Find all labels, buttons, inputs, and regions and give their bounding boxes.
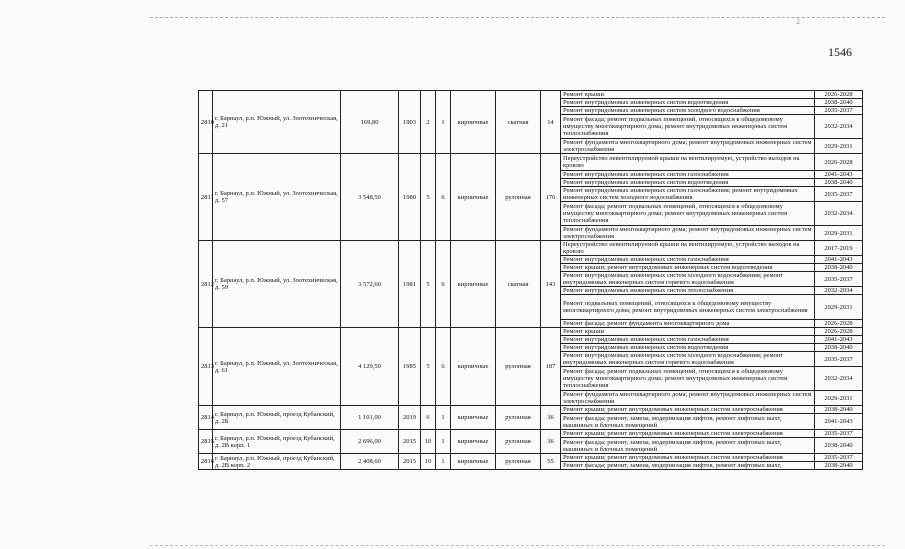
- residents-cell: 187: [541, 328, 561, 406]
- period-cell: 2035-2037: [815, 430, 863, 438]
- work-cell: Ремонт крыши; ремонт внутридомовых инженерных систем электроснабжения: [561, 454, 815, 462]
- roof-cell: скатная: [496, 91, 541, 154]
- table-row: [199, 454, 863, 462]
- period-cell: 2029-2031: [815, 139, 863, 154]
- area-cell: 3 572,60: [341, 241, 399, 328]
- year-cell: 1981: [399, 241, 421, 328]
- work-cell: Ремонт внутридомовых инженерных систем газоснабжения; ремонт внутридомовых инженерных систем холодного водоснабжения: [561, 187, 815, 202]
- residents-cell: 36: [541, 406, 561, 430]
- roof-cell: рулонная: [496, 430, 541, 454]
- year-cell: 1903: [399, 91, 421, 154]
- period-cell: 2026-2028: [815, 91, 863, 99]
- address-cell: г. Барнаул, р.п. Южный, ул. Зоотехническая, д. 59: [213, 241, 341, 328]
- walls-cell: кирпичные: [451, 154, 496, 241]
- floors-cell: 10: [421, 430, 436, 454]
- entrances-cell: 6: [436, 328, 451, 406]
- address-cell: г. Барнаул, р.п. Южный, ул. Зоотехническая, д. 57: [213, 154, 341, 241]
- work-cell: Ремонт крыши: [561, 91, 815, 99]
- period-cell: 2038-2040: [815, 438, 863, 454]
- work-cell: Ремонт фасада; ремонт, замена, модернизация лифтов, ремонт лифтовых шахт, машинных и блочных помещений: [561, 414, 815, 430]
- work-cell: Ремонт внутридомовых инженерных систем газоснабжения: [561, 256, 815, 264]
- residents-cell: 55: [541, 454, 561, 470]
- work-cell: Ремонт внутридомовых инженерных систем водоотведения: [561, 344, 815, 352]
- year-cell: 1980: [399, 154, 421, 241]
- row-number: 2814: [199, 406, 213, 430]
- header-mark: 2: [796, 17, 800, 26]
- work-cell: Ремонт фундамента многоквартирного дома; ремонт внутридомовых инженерных систем электроснабжения: [561, 226, 815, 241]
- work-cell: Ремонт фасада; ремонт, замена, модернизация лифтов, ремонт лифтовых шахт,: [561, 462, 815, 470]
- area-cell: 169,80: [341, 91, 399, 154]
- entrances-cell: 1: [436, 430, 451, 454]
- work-cell: Ремонт внутридомовых инженерных систем водоотведения: [561, 179, 815, 187]
- entrances-cell: 1: [436, 406, 451, 430]
- period-cell: 2038-2040: [815, 344, 863, 352]
- work-cell: Ремонт внутридомовых инженерных систем газоснабжения: [561, 171, 815, 179]
- period-cell: 2041-2043: [815, 336, 863, 344]
- walls-cell: кирпичные: [451, 91, 496, 154]
- year-cell: 1985: [399, 328, 421, 406]
- floors-cell: 6: [421, 406, 436, 430]
- work-cell: Ремонт внутридомовых инженерных систем водоотведения: [561, 99, 815, 107]
- page-number: 1546: [828, 45, 852, 59]
- work-cell: Ремонт подвальных помещений, относящихся к общедомовому имуществу многоквартирного дома; ремонт внутридомовых инженерных систем электроснабжения: [561, 295, 815, 320]
- period-cell: 2038-2040: [815, 99, 863, 107]
- housing-repair-table: [198, 90, 863, 470]
- entrances-cell: 6: [436, 241, 451, 328]
- period-cell: 2038-2040: [815, 179, 863, 187]
- address-cell: г. Барнаул, р.п. Южный, ул. Зоотехническая, д. 61: [213, 328, 341, 406]
- period-cell: 2035-2037: [815, 352, 863, 367]
- year-cell: 2015: [399, 454, 421, 470]
- roof-cell: рулонная: [496, 328, 541, 406]
- residents-cell: 143: [541, 241, 561, 328]
- address-cell: г. Барнаул, р.п. Южный, проезд Кубанский, д. 2В корп. 1: [213, 430, 341, 454]
- work-cell: Ремонт внутридомовых инженерных систем холодного водоснабжения: [561, 107, 815, 115]
- period-cell: 2035-2037: [815, 454, 863, 462]
- scan-top-edge: [150, 17, 885, 18]
- period-cell: 2035-2037: [815, 107, 863, 115]
- period-cell: 2035-2037: [815, 187, 863, 202]
- period-cell: 2032-2034: [815, 202, 863, 226]
- period-cell: 2032-2034: [815, 367, 863, 391]
- entrances-cell: 6: [436, 154, 451, 241]
- work-cell: Ремонт фундамента многоквартирного дома; ремонт внутридомовых инженерных систем электроснабжения: [561, 139, 815, 154]
- period-cell: 2038-2040: [815, 264, 863, 272]
- table-row: [199, 241, 863, 256]
- period-cell: 2041-2043: [815, 414, 863, 430]
- row-number: 2813: [199, 328, 213, 406]
- entrances-cell: 1: [436, 454, 451, 470]
- work-cell: Ремонт крыши: [561, 328, 815, 336]
- work-cell: Ремонт внутридомовых инженерных систем теплоснабжения: [561, 287, 815, 295]
- table-row: [199, 406, 863, 414]
- table-row: [199, 328, 863, 336]
- walls-cell: кирпичные: [451, 454, 496, 470]
- entrances-cell: 1: [436, 91, 451, 154]
- area-cell: 3 548,50: [341, 154, 399, 241]
- period-cell: 2026-2028: [815, 328, 863, 336]
- period-cell: 2032-2034: [815, 115, 863, 139]
- work-cell: Ремонт внутридомовых инженерных систем холодного водоснабжения; ремонт внутридомовых инженерных систем горячего водоснабжения: [561, 272, 815, 287]
- year-cell: 2015: [399, 430, 421, 454]
- work-cell: Ремонт фасада; ремонт, замена, модернизация лифтов, ремонт лифтовых шахт, машинных и блочных помещений: [561, 438, 815, 454]
- period-cell: 2041-2043: [815, 171, 863, 179]
- period-cell: 2029-2031: [815, 295, 863, 320]
- row-number: 2811: [199, 154, 213, 241]
- row-number: 2815: [199, 430, 213, 454]
- residents-cell: 36: [541, 430, 561, 454]
- work-cell: Переустройство невентилируемой крыши на вентилируемую, устройство выходов на кровлю: [561, 154, 815, 171]
- work-cell: Ремонт крыши; ремонт внутридомовых инженерных систем электроснабжения: [561, 430, 815, 438]
- scan-bottom-edge: [150, 545, 885, 546]
- table-row: [199, 91, 863, 99]
- residents-cell: 14: [541, 91, 561, 154]
- walls-cell: кирпичные: [451, 328, 496, 406]
- walls-cell: кирпичные: [451, 406, 496, 430]
- work-cell: Ремонт фасада; ремонт подвальных помещений, относящихся к общедомовому имуществу многоквартирного дома; ремонт внутридомовых инженерных систем теплоснабжения: [561, 202, 815, 226]
- work-cell: Ремонт фундамента многоквартирного дома; ремонт внутридомовых инженерных систем электроснабжения: [561, 391, 815, 406]
- area-cell: 4 129,50: [341, 328, 399, 406]
- roof-cell: рулонная: [496, 454, 541, 470]
- roof-cell: скатная: [496, 241, 541, 328]
- row-number: 2816: [199, 454, 213, 470]
- roof-cell: рулонная: [496, 154, 541, 241]
- period-cell: 2017-2019: [815, 241, 863, 256]
- work-cell: Ремонт крыши; ремонт внутридомовых инженерных систем водоотведения: [561, 264, 815, 272]
- work-cell: Ремонт крыши; ремонт внутридомовых инженерных систем электроснабжения: [561, 406, 815, 414]
- period-cell: 2032-2034: [815, 287, 863, 295]
- period-cell: 2035-2037: [815, 272, 863, 287]
- period-cell: 2026-2028: [815, 154, 863, 171]
- floors-cell: 5: [421, 154, 436, 241]
- floors-cell: 5: [421, 241, 436, 328]
- row-number: 2812: [199, 241, 213, 328]
- address-cell: г. Барнаул, р.п. Южный, ул. Зоотехническая, д. 21: [213, 91, 341, 154]
- work-cell: Ремонт фасада; ремонт подвальных помещений, относящихся к общедомовому имуществу многоквартирного дома; ремонт внутридомовых инженерных систем теплоснабжения: [561, 367, 815, 391]
- work-cell: Ремонт внутридомовых инженерных систем холодного водоснабжения; ремонт внутридомовых инженерных систем горячего водоснабжения: [561, 352, 815, 367]
- work-cell: Ремонт фасада; ремонт фундамента многоквартирного дома: [561, 320, 815, 328]
- year-cell: 2019: [399, 406, 421, 430]
- address-cell: г. Барнаул, р.п. Южный, проезд Кубанский, д. 2Б: [213, 406, 341, 430]
- floors-cell: 2: [421, 91, 436, 154]
- address-cell: г. Барнаул, р.п. Южный, проезд Кубанский, д. 2В корп. 2: [213, 454, 341, 470]
- work-cell: Ремонт фасада; ремонт подвальных помещений, относящихся к общедомовому имуществу многоквартирного дома; ремонт внутридомовых инженерных систем теплоснабжения: [561, 115, 815, 139]
- table-row: [199, 154, 863, 171]
- floors-cell: 5: [421, 328, 436, 406]
- floors-cell: 10: [421, 454, 436, 470]
- period-cell: 2041-2043: [815, 256, 863, 264]
- area-cell: 1 101,00: [341, 406, 399, 430]
- work-cell: Ремонт внутридомовых инженерных систем газоснабжения: [561, 336, 815, 344]
- table-row: [199, 430, 863, 438]
- period-cell: 2029-2031: [815, 226, 863, 241]
- walls-cell: кирпичные: [451, 430, 496, 454]
- work-cell: Переустройство невентилируемой крыши на вентилируемую, устройство выходов на кровлю: [561, 241, 815, 256]
- period-cell: 2029-2031: [815, 391, 863, 406]
- period-cell: 2038-2040: [815, 406, 863, 414]
- walls-cell: кирпичные: [451, 241, 496, 328]
- period-cell: 2026-2028: [815, 320, 863, 328]
- area-cell: 2 696,00: [341, 430, 399, 454]
- residents-cell: 176: [541, 154, 561, 241]
- row-number: 2810: [199, 91, 213, 154]
- roof-cell: рулонная: [496, 406, 541, 430]
- area-cell: 2 408,60: [341, 454, 399, 470]
- period-cell: 2038-2040: [815, 462, 863, 470]
